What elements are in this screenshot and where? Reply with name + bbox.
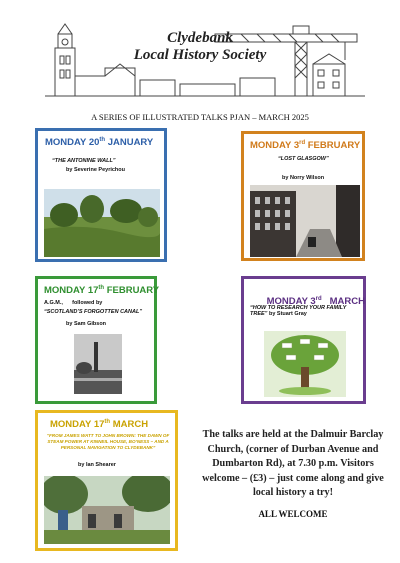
talk-speaker: by Sam Gibson <box>66 321 107 327</box>
family-tree-illustration <box>264 331 346 397</box>
series-heading: A SERIES OF ILLUSTRATED TALKS PJAN – MARCH 2025 <box>91 112 309 122</box>
lost-glasgow-photo <box>250 185 360 257</box>
society-title-line1: Clydebank <box>167 30 233 46</box>
talk-speaker: by Norry Wilson <box>282 175 325 181</box>
talk-card-feb17 <box>35 276 160 404</box>
kinneil-house-photo <box>44 476 170 544</box>
venue-info: The talks are held at the Dalmuir Barclay Church, (corner of Durban Avenue and Dumbarton Rd), at 7.30 p.m. Visitors welcome – (£3) – just come along and give local history a try! <box>202 429 384 498</box>
talk-title: “HOW TO RESEARCH YOUR FAMILY TREE” by Stuart Gray <box>250 305 347 317</box>
talk-card-jan20 <box>35 128 167 262</box>
talk-title: “SCOTLAND’S FORGOTTEN CANAL” <box>44 309 143 315</box>
talk-card-mar3 <box>241 276 366 404</box>
talk-date: MONDAY 3rd FEBRUARY <box>250 140 361 152</box>
talk-date: MONDAY 20th JANUARY <box>45 137 154 149</box>
talk-date: MONDAY 17th FEBRUARY <box>44 285 160 297</box>
talk-title: “LOST GLASGOW” <box>278 156 329 162</box>
talk-speaker: by Severine Peyrichou <box>66 167 125 173</box>
talk-card-feb3 <box>241 131 365 261</box>
canal-photo <box>74 334 122 394</box>
talk-title: “THE ANTONINE WALL” <box>52 158 116 164</box>
talk-speaker: by Ian Shearer <box>78 462 116 468</box>
all-welcome: ALL WELCOME <box>258 509 328 519</box>
agm-note: A.G.M., followed by <box>44 300 103 306</box>
society-title-line2: Local History Society <box>133 47 267 63</box>
talk-title: “FROM JAMES WATT TO JOHN BROWN: THE DAWN OF STEAM POWER AT KINNEIL HOUSE, BO’NESS – AND A PERSONAL NAVIGATION TO CLYDEBANK” <box>46 433 170 450</box>
antonine-wall-photo <box>44 189 160 257</box>
talk-card-mar17 <box>35 410 178 551</box>
talk-date: MONDAY 17th MARCH <box>50 419 149 431</box>
talk-date: MONDAY 3rd MARCH <box>266 296 365 308</box>
